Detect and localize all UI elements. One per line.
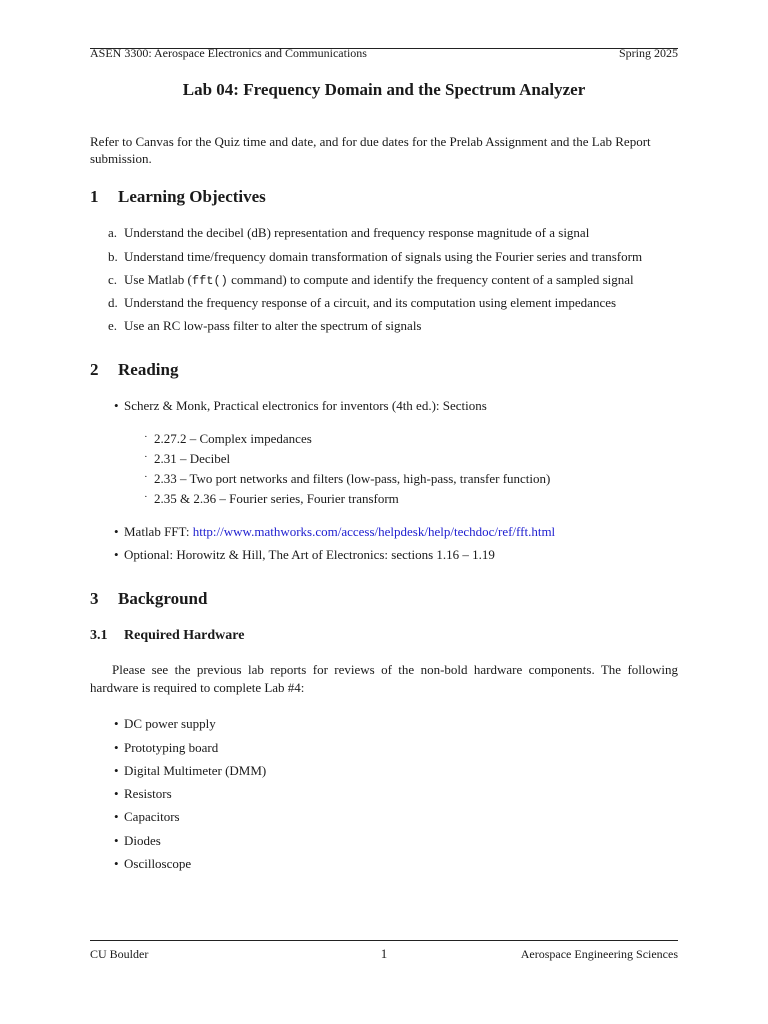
hardware-item: • Prototyping board [114, 740, 219, 755]
reading-subitem: · 2.33 – Two port networks and filters (low-pass, high-pass, transfer function) [144, 471, 551, 486]
bullet-icon: • [114, 856, 119, 871]
section-1-heading [90, 187, 266, 207]
reading-subitem: · 2.35 & 2.36 – Fourier series, Fourier transform [144, 491, 399, 506]
objective-item: d. Understand the frequency response of a circuit, and its computation using element impedances [108, 295, 617, 310]
header-course: ASEN 3300: Aerospace Electronics and Communications [90, 46, 367, 60]
bullet-icon: • [114, 809, 119, 824]
section-title: Reading [118, 360, 179, 379]
reading-subitem: · 2.27.2 – Complex impedances [144, 431, 312, 446]
page-number: 1 [380, 946, 388, 961]
objective-item: c. Use Matlab (fft() command) to compute and identify the frequency content of a sampled signal [108, 272, 634, 288]
intro-paragraph: Refer to Canvas for the Quiz time and date, and for due dates for the Prelab Assignment and the Lab Report submission. [90, 134, 651, 166]
hardware-paragraph: Please see the previous lab reports for reviews of the non-bold hardware components. The following hardware is required to complete Lab #4: [90, 662, 678, 695]
hardware-item: • Oscilloscope [114, 856, 192, 871]
hardware-item: • Capacitors [114, 809, 180, 824]
reading-matlab-item: • Matlab FFT: http://www.mathworks.com/access/helpdesk/help/techdoc/ref/fft.html [114, 524, 556, 539]
sub-bullet-icon: · [144, 451, 148, 463]
bullet-icon: • [114, 398, 119, 413]
hardware-item: • Diodes [114, 833, 161, 848]
sub-bullet-icon: · [144, 471, 148, 483]
objective-item: a. Understand the decibel (dB) representation and frequency response magnitude of a signal [108, 225, 590, 240]
subsection-number: 3.1 [90, 628, 108, 643]
hardware-item: • Digital Multimeter (DMM) [114, 763, 267, 778]
matlab-fft-link[interactable]: http://www.mathworks.com/access/helpdesk/help/techdoc/ref/fft.html [192, 524, 556, 539]
bullet-icon: • [114, 763, 119, 778]
bullet-icon: • [114, 524, 119, 539]
section-2-heading [90, 360, 178, 380]
section-number: 1 [90, 187, 99, 206]
hardware-item: • DC power supply [114, 716, 216, 731]
hardware-item: • Resistors [114, 786, 172, 801]
bullet-icon: • [114, 716, 119, 731]
running-header [90, 45, 678, 60]
objective-item: e. Use an RC low-pass filter to alter the spectrum of signals [108, 318, 422, 333]
page-footer [90, 940, 678, 961]
section-number: 2 [90, 360, 99, 379]
bullet-icon: • [114, 740, 119, 755]
document-title: Lab 04: Frequency Domain and the Spectrum Analyzer [182, 80, 586, 99]
section-number: 3 [90, 589, 99, 608]
section-3-heading [90, 589, 207, 609]
reading-subitem: · 2.31 – Decibel [144, 451, 231, 466]
footer-department: Aerospace Engineering Sciences [520, 947, 678, 961]
header-term: Spring 2025 [618, 46, 678, 60]
bullet-icon: • [114, 833, 119, 848]
subsection-title: Required Hardware [124, 628, 245, 643]
code-fft: fft() [191, 274, 228, 288]
section-title: Background [118, 589, 208, 608]
sub-bullet-icon: · [144, 431, 148, 443]
document-page [90, 0, 678, 1024]
footer-institution: CU Boulder [90, 947, 149, 961]
objective-item: b. Understand time/frequency domain transformation of signals using the Fourier series and transform [108, 249, 643, 264]
bullet-icon: • [114, 547, 119, 562]
reading-optional-item: • Optional: Horowitz & Hill, The Art of Electronics: sections 1.16 – 1.19 [114, 547, 495, 562]
reading-book-item: • Scherz & Monk, Practical electronics for inventors (4th ed.): Sections [114, 398, 487, 413]
sub-bullet-icon: · [144, 491, 148, 503]
section-title: Learning Objectives [118, 187, 266, 206]
subsection-3-1-heading [90, 628, 244, 644]
bullet-icon: • [114, 786, 119, 801]
